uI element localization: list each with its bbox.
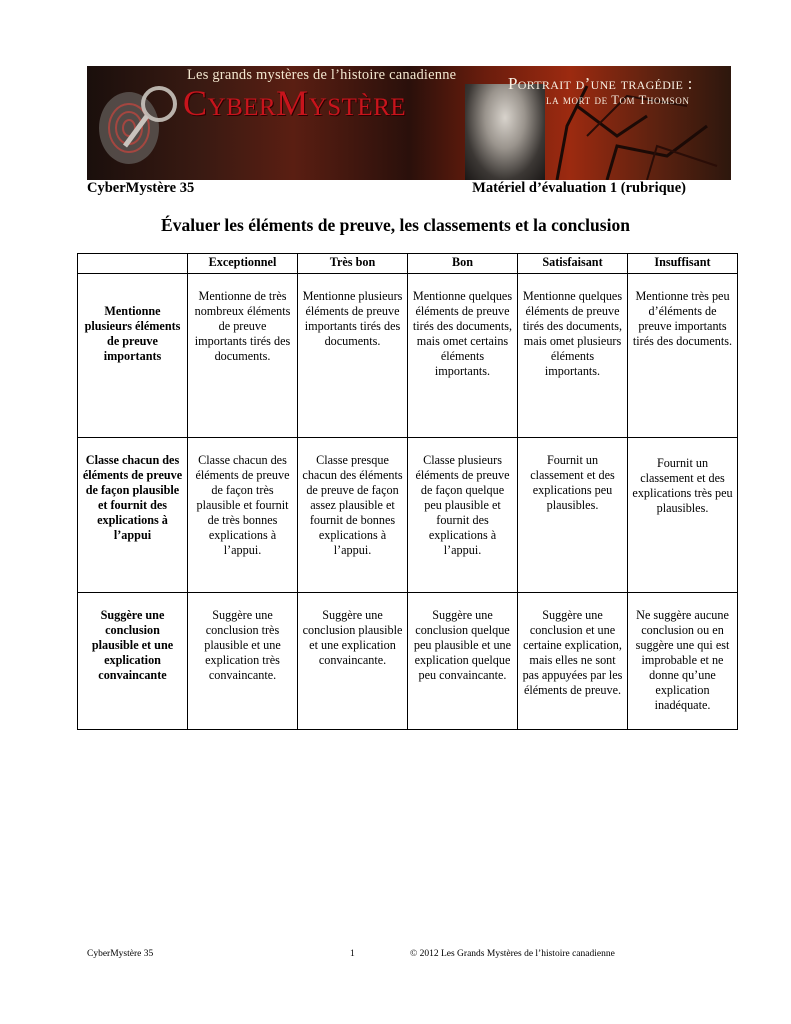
- criterion-cell: Suggère une conclusion plausible et une explication convaincante: [78, 593, 188, 730]
- table-cell: Mentionne très peu d’éléments de preuve importants tirés des documents.: [628, 274, 738, 438]
- table-cell: Mentionne de très nombreux éléments de preuve importants tirés des documents.: [188, 274, 298, 438]
- rubric-table: [77, 253, 738, 730]
- page-title: Évaluer les éléments de preuve, les classements et la conclusion: [161, 215, 630, 235]
- column-header: Exceptionnel: [188, 254, 298, 274]
- table-cell: Fournit un classement et des explications très peu plausibles.: [628, 438, 738, 593]
- table-cell: Classe chacun des éléments de preuve de façon très plausible et fournit de très bonnes explications à l’appui.: [188, 438, 298, 593]
- portrait-photo: [465, 84, 545, 180]
- banner-series-label: Les grands mystères de l’histoire canadienne: [187, 67, 457, 83]
- table-cell: Fournit un classement et des explications peu plausibles.: [518, 438, 628, 593]
- table-cell: Classe plusieurs éléments de preuve de façon quelque peu plausible et fournit des explications à l’appui.: [408, 438, 518, 593]
- table-row: [78, 274, 738, 438]
- table-cell: Mentionne plusieurs éléments de preuve importants tirés des documents.: [298, 274, 408, 438]
- table-cell: Mentionne quelques éléments de preuve tirés des documents, mais omet plusieurs éléments importants.: [518, 274, 628, 438]
- column-header: Insuffisant: [628, 254, 738, 274]
- table-cell: Suggère une conclusion très plausible et une explication très convaincante.: [188, 593, 298, 730]
- banner-portrait-subtitle: la mort de Tom Thomson: [546, 93, 690, 107]
- footer-page-number: 1: [350, 949, 355, 959]
- table-cell: Ne suggère aucune conclusion ou en suggère une qui est improbable et ne donne qu’une explication inadéquate.: [628, 593, 738, 730]
- footer-left: CyberMystère 35: [87, 949, 154, 959]
- column-header: Bon: [408, 254, 518, 274]
- table-cell: Suggère une conclusion plausible et une explication convaincante.: [298, 593, 408, 730]
- table-row: [78, 438, 738, 593]
- table-cell: Suggère une conclusion quelque peu plausible et une explication quelque peu convaincante.: [408, 593, 518, 730]
- column-header: Satisfaisant: [518, 254, 628, 274]
- banner-brand-logo: CyberMystère: [183, 83, 407, 123]
- column-header: [78, 254, 188, 274]
- site-banner: [87, 66, 731, 180]
- table-cell: Mentionne quelques éléments de preuve tirés des documents, mais omet certains éléments importants.: [408, 274, 518, 438]
- banner-portrait-title: Portrait d’une tragédie :: [508, 74, 693, 93]
- header-right: Matériel d’évaluation 1 (rubrique): [472, 180, 686, 196]
- criterion-cell: Mentionne plusieurs éléments de preuve importants: [78, 274, 188, 438]
- header-left: CyberMystère 35: [87, 180, 195, 196]
- table-header-row: [78, 254, 738, 274]
- table-cell: Suggère une conclusion et une certaine explication, mais elles ne sont pas appuyées par les éléments de preuve.: [518, 593, 628, 730]
- footer-copyright: © 2012 Les Grands Mystères de l’histoire canadienne: [410, 949, 615, 959]
- criterion-cell: Classe chacun des éléments de preuve de façon plausible et fournit des explications à l’appui: [78, 438, 188, 593]
- table-row: [78, 593, 738, 730]
- column-header: Très bon: [298, 254, 408, 274]
- table-cell: Classe presque chacun des éléments de preuve de façon assez plausible et fournit de bonnes explications à l’appui.: [298, 438, 408, 593]
